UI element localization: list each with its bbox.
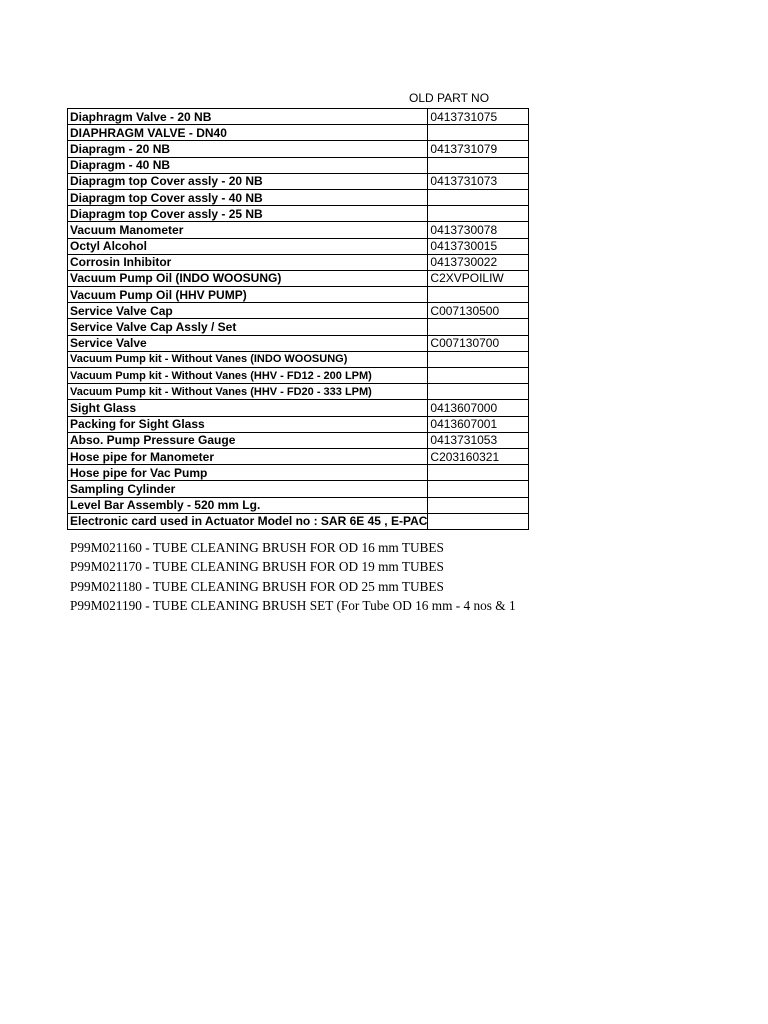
table-row	[68, 189, 529, 205]
table-row	[68, 513, 529, 529]
row-description: Corrosin Inhibitor	[68, 254, 428, 270]
row-old-part-no	[428, 513, 529, 529]
table-row	[68, 335, 529, 351]
brush-lines	[70, 538, 516, 616]
table-row	[68, 368, 529, 384]
table-row	[68, 351, 529, 367]
table-row	[68, 432, 529, 448]
table-row	[68, 141, 529, 157]
table-row	[68, 254, 529, 270]
row-description: DIAPHRAGM VALVE - DN40	[68, 125, 428, 141]
row-old-part-no: 0413731053	[428, 432, 529, 448]
row-description: Hose pipe for Manometer	[68, 448, 428, 464]
row-description: Diapragm top Cover assly - 40 NB	[68, 189, 428, 205]
row-old-part-no	[428, 157, 529, 173]
row-old-part-no: C007130700	[428, 335, 529, 351]
row-old-part-no: C2XVPOILIW	[428, 270, 529, 286]
row-old-part-no: 0413607000	[428, 400, 529, 416]
parts-table	[67, 108, 529, 530]
row-description: Electronic card used in Actuator Model no : SAR 6E 45 , E-PAC	[68, 513, 428, 529]
table-row	[68, 448, 529, 464]
row-old-part-no	[428, 368, 529, 384]
table-row	[68, 319, 529, 335]
table-row	[68, 270, 529, 286]
row-old-part-no: 0413731079	[428, 141, 529, 157]
row-old-part-no	[428, 481, 529, 497]
row-description: Service Valve	[68, 335, 428, 351]
row-old-part-no: 0413731073	[428, 173, 529, 189]
table-row	[68, 206, 529, 222]
row-description: Vacuum Pump kit - Without Vanes (HHV - FD20 - 333 LPM)	[68, 384, 428, 400]
table-row	[68, 465, 529, 481]
table-row	[68, 125, 529, 141]
row-old-part-no	[428, 319, 529, 335]
row-description: Sight Glass	[68, 400, 428, 416]
table-row	[68, 157, 529, 173]
table-row	[68, 222, 529, 238]
row-old-part-no: C203160321	[428, 448, 529, 464]
row-description: Diapragm top Cover assly - 25 NB	[68, 206, 428, 222]
row-description: Service Valve Cap	[68, 303, 428, 319]
table-row	[68, 497, 529, 513]
row-old-part-no: 0413730015	[428, 238, 529, 254]
table-row	[68, 481, 529, 497]
text-line: P99M021170 - TUBE CLEANING BRUSH FOR OD 19 mm TUBES	[70, 559, 444, 575]
row-description: Vacuum Manometer	[68, 222, 428, 238]
row-old-part-no	[428, 206, 529, 222]
table-row	[68, 384, 529, 400]
row-old-part-no	[428, 497, 529, 513]
row-old-part-no: 0413731075	[428, 109, 529, 125]
row-old-part-no	[428, 125, 529, 141]
row-description: Diapragm - 40 NB	[68, 157, 428, 173]
table-row	[68, 287, 529, 303]
row-description: Vacuum Pump Oil (HHV PUMP)	[68, 287, 428, 303]
row-old-part-no: 0413607001	[428, 416, 529, 432]
text-line: P99M021190 - TUBE CLEANING BRUSH SET (For Tube OD 16 mm - 4 nos & 1	[70, 598, 516, 614]
row-description: Vacuum Pump kit - Without Vanes (HHV - FD12 - 200 LPM)	[68, 368, 428, 384]
row-description: Level Bar Assembly - 520 mm Lg.	[68, 497, 428, 513]
row-old-part-no	[428, 465, 529, 481]
row-description: Diapragm - 20 NB	[68, 141, 428, 157]
row-description: Octyl Alcohol	[68, 238, 428, 254]
old-part-no-column-header: OLD PART NO	[409, 91, 490, 105]
text-line: P99M021160 - TUBE CLEANING BRUSH FOR OD 16 mm TUBES	[70, 540, 444, 555]
row-description: Service Valve Cap Assly / Set	[68, 319, 428, 335]
table-row	[68, 173, 529, 189]
row-old-part-no	[428, 287, 529, 303]
row-old-part-no	[428, 351, 529, 367]
row-description: Vacuum Pump Oil (INDO WOOSUNG)	[68, 270, 428, 286]
row-old-part-no: C007130500	[428, 303, 529, 319]
table-row	[68, 238, 529, 254]
row-description: Sampling Cylinder	[68, 481, 428, 497]
table-row	[68, 416, 529, 432]
row-description: Packing for Sight Glass	[68, 416, 428, 432]
row-old-part-no: 0413730078	[428, 222, 529, 238]
row-description: Vacuum Pump kit - Without Vanes (INDO WOOSUNG)	[68, 351, 428, 367]
table-row	[68, 400, 529, 416]
row-description: Diapragm top Cover assly - 20 NB	[68, 173, 428, 189]
row-old-part-no	[428, 384, 529, 400]
row-old-part-no	[428, 189, 529, 205]
table-row	[68, 303, 529, 319]
row-old-part-no: 0413730022	[428, 254, 529, 270]
table-row	[68, 109, 529, 125]
row-description: Diaphragm Valve - 20 NB	[68, 109, 428, 125]
text-line: P99M021180 - TUBE CLEANING BRUSH FOR OD 25 mm TUBES	[70, 578, 444, 594]
row-description: Abso. Pump Pressure Gauge	[68, 432, 428, 448]
row-description: Hose pipe for Vac Pump	[68, 465, 428, 481]
